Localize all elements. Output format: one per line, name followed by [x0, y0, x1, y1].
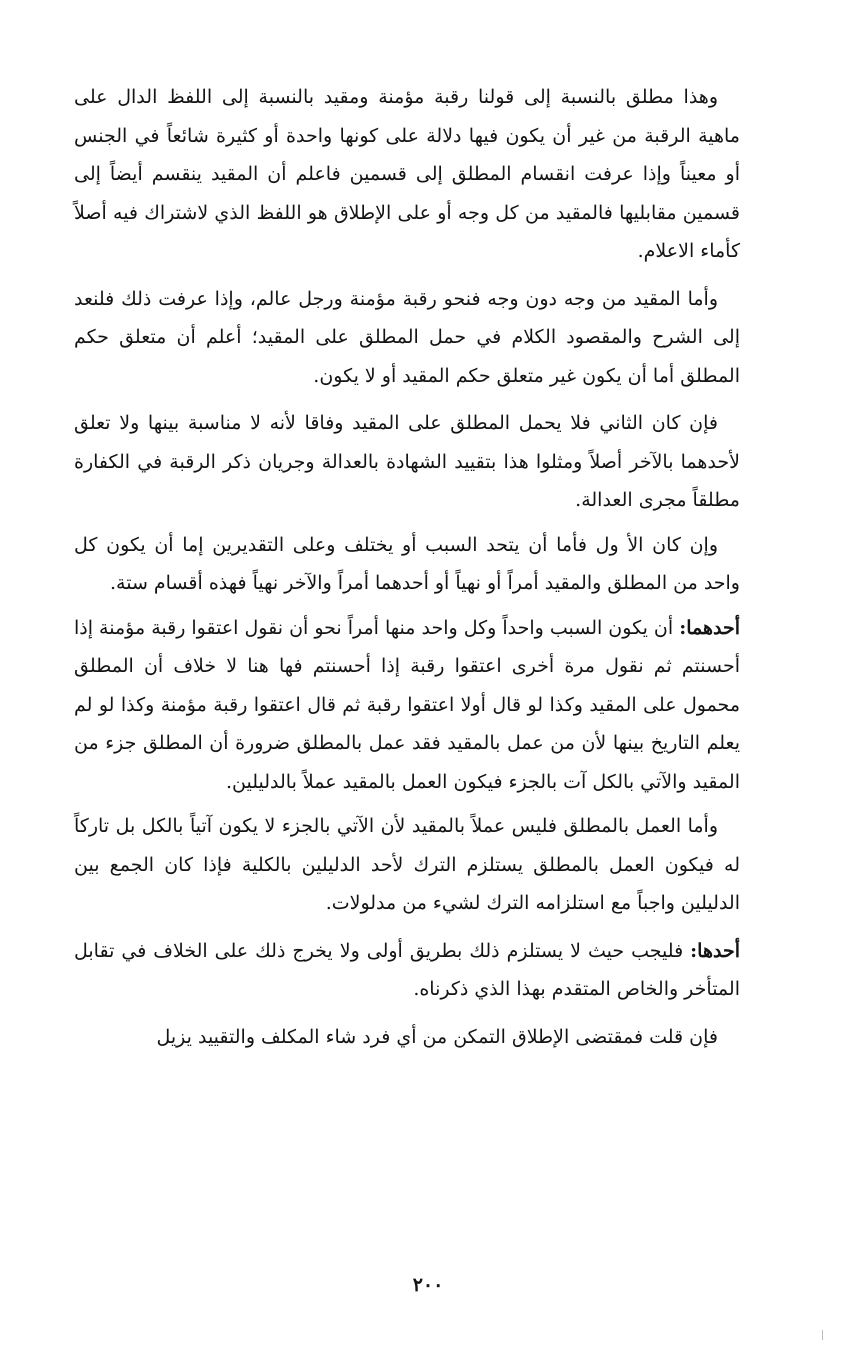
paragraph-6-text: وأما العمل بالمطلق فليس عملاً بالمقيد لأن الآتي بالجزء لا يكون آتياً بالكل بل تاركاً له فيكون العمل بالمطلق يستلزم الترك لأحد الدليلين بالكلية فإذا كان الجمع بين الدليلين واجباً مع استلزامه الترك لشيء من مدلولات.: [74, 815, 740, 914]
paragraph-6: [74, 807, 740, 923]
paragraph-7-text: فليجب حيث لا يستلزم ذلك بطريق أولى ولا يخرج ذلك على الخلاف في تقابل المتأخر والخاص المتقدم بهذا الذي ذكرناه.: [74, 939, 740, 1000]
paragraph-4: [74, 526, 740, 603]
paragraph-2-text: وأما المقيد من وجه دون وجه فنحو رقبة مؤمنة ورجل عالم، وإذا عرفت ذلك فلنعد إلى الشرح والمقصود الكلام في حمل المطلق على المقيد؛ أعلم أن متعلق حكم المطلق أما أن يكون غير متعلق حكم المقيد أو لا يكون.: [74, 287, 740, 387]
paragraph-5-heading: أحدهما:: [679, 616, 740, 639]
paragraph-8-text: فإن قلت فمقتضى الإطلاق التمكن من أي فرد شاء المكلف والتقييد يزيل: [156, 1025, 718, 1048]
paragraph-5: [74, 609, 740, 802]
paragraph-3: [74, 404, 740, 520]
scan-edge-mark: [822, 1330, 823, 1340]
paragraph-4-text: وإن كان الأ ول فأما أن يتحد السبب أو يختلف وعلى التقديرين إما أن يكون كل واحد من المطلق والمقيد أمراً أو نهياً أو أحدهما أمراً والآخر نهياً فهذه أقسام ستة.: [74, 533, 740, 594]
paragraph-7: [74, 932, 740, 1009]
paragraph-1-text: وهذا مطلق بالنسبة إلى قولنا رقبة مؤمنة ومقيد بالنسبة إلى اللفظ الدال على ماهية الرقبة من غير أن يكون فيها دلالة على كونها واحدة أو كثيرة شائعاً في الجنس أو معيناً وإذا عرفت انقسام المطلق إلى قسمين فاعلم أن المقيد ينقسم أيضاً إلى قسمين مقابليها فالمقيد من كل وجه أو على الإطلاق هو اللفظ الذي لاشتراك فيه أصلاً كأماء الاعلام.: [74, 86, 740, 262]
paragraph-8: [74, 1018, 740, 1057]
paragraph-3-text: فإن كان الثاني فلا يحمل المطلق على المقيد وفاقا لأنه لا مناسبة بينها ولا تعلق لأحدهما بالآخر أصلاً ومثلوا هذا بتقييد الشهادة بالعدالة وجريان ذكر الرقبة في الكفارة مطلقاً مجرى العدالة.: [74, 412, 740, 511]
paragraph-1: [74, 78, 740, 271]
paragraph-2: [74, 280, 740, 396]
page-body: [74, 78, 740, 1065]
paragraph-5-text: أن يكون السبب واحداً وكل واحد منها أمراً نحو أن نقول اعتقوا رقبة مؤمنة إذا أحسنتم ثم نقول مرة أخرى اعتقوا رقبة إذا أحسنتم فها هنا لا خلاف أن المطلق محمول على المقيد وكذا لو قال أولا اعتقوا رقبة ثم قال اعتقوا رقبة مؤمنة وكذا لو لم يعلم التاريخ بينها لأن من عمل بالمقيد فقد عمل بالمطلق ضرورة أن المطلق جزء من المقيد والآتي بالكل آت بالجزء فيكون العمل بالمقيد عملاً بالدليلين.: [74, 616, 740, 793]
page-number: ٢٠٠: [412, 1274, 444, 1296]
paragraph-7-heading: أحدها:: [690, 939, 740, 962]
